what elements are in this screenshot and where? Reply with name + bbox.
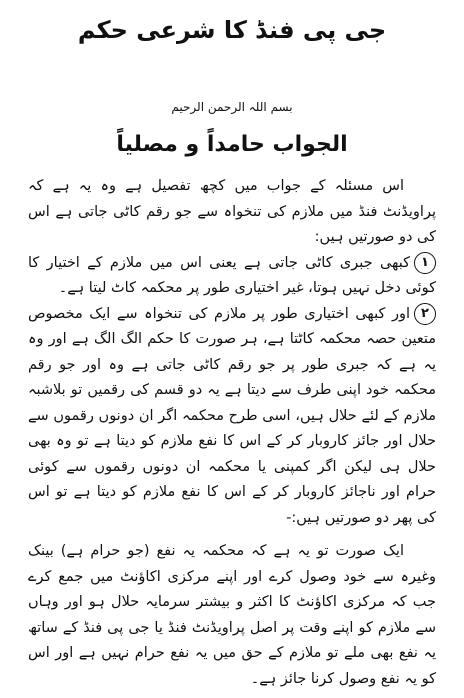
paragraph-gap <box>28 531 436 539</box>
point-2-number: ٢ <box>414 303 436 325</box>
salutation-heading: الجواب حامداً و مصلیاً <box>116 132 348 157</box>
document-body <box>28 174 436 692</box>
point-2 <box>28 302 436 532</box>
point-1-text: کبھی جبری کاٹی جاتی ہے یعنی اس میں ملازم کے اختیار کا کوئی دخل نہیں ہوتا، غیر اختیاری طور پر محکمہ کاٹ لیتا ہے۔ <box>28 254 436 296</box>
point-1 <box>28 251 436 302</box>
point-2-text: اور کبھی اختیاری طور پر ملازم کی تنخواہ سے ایک مخصوص متعین حصہ محکمہ کاٹتا ہے، ہر صورت کا حکم الگ الگ ہے اور وہ یہ ہے کہ جبری طور پر جو رقم کاٹی جاتی ہے وہ اور جو رقم محکمہ خود اپنی طرف سے دیتا ہے یہ دو قسم کی رقمیں تو بلاشبہ ملازم کے لئے حلال ہیں، اسی طرح محکمہ اگر ان دونوں رقموں سے حلال اور جائز کاروبار کر کے اس کا نفع ملازم کو دیتا ہے تو وہ بھی حلال ہی لیکن اگر کمپنی یا محکمہ ان دونوں رقموں سے کوئی حرام اور ناجائز کاروبار کر کے اس کا نفع ملازم کو دیتا ہے تو اس کی پھر دو صورتیں ہیں:- <box>28 305 436 526</box>
point-1-number: ١ <box>414 252 436 274</box>
document-title: جی پی فنڈ کا شرعی حکم <box>77 16 387 44</box>
intro-paragraph: اس مسئلہ کے جواب میں کچھ تفصیل ہے وہ یہ ہے کہ پراویڈنٹ فنڈ میں ملازم کی تنخواہ سے جو رقم کاٹی جاتی ہے اس کی دو صورتیں ہیں: <box>28 178 436 245</box>
paragraph-3: ایک صورت تو یہ ہے کہ محکمہ یہ نفع (جو حرام ہے) بینک وغیرہ سے خود وصول کرے اور اپنے مرکزی اکاؤنٹ میں جمع کرے جب کہ مرکزی اکاؤنٹ کا اکثر و بیشتر سرمایہ حلال ہو اور وہاں سے ملازم کو اپنے وقت پر اصل پراویڈنٹ فنڈ یا جی پی فنڈ کے ساتھ یہ نفع بھی ملے تو ملازم کے حق میں یہ نفع حرام نہیں ہے اور اس کو یہ نفع وصول کرنا جائز ہے۔ <box>28 543 436 687</box>
bismillah: بسم اللہ الرحمن الرحیم <box>171 100 293 114</box>
